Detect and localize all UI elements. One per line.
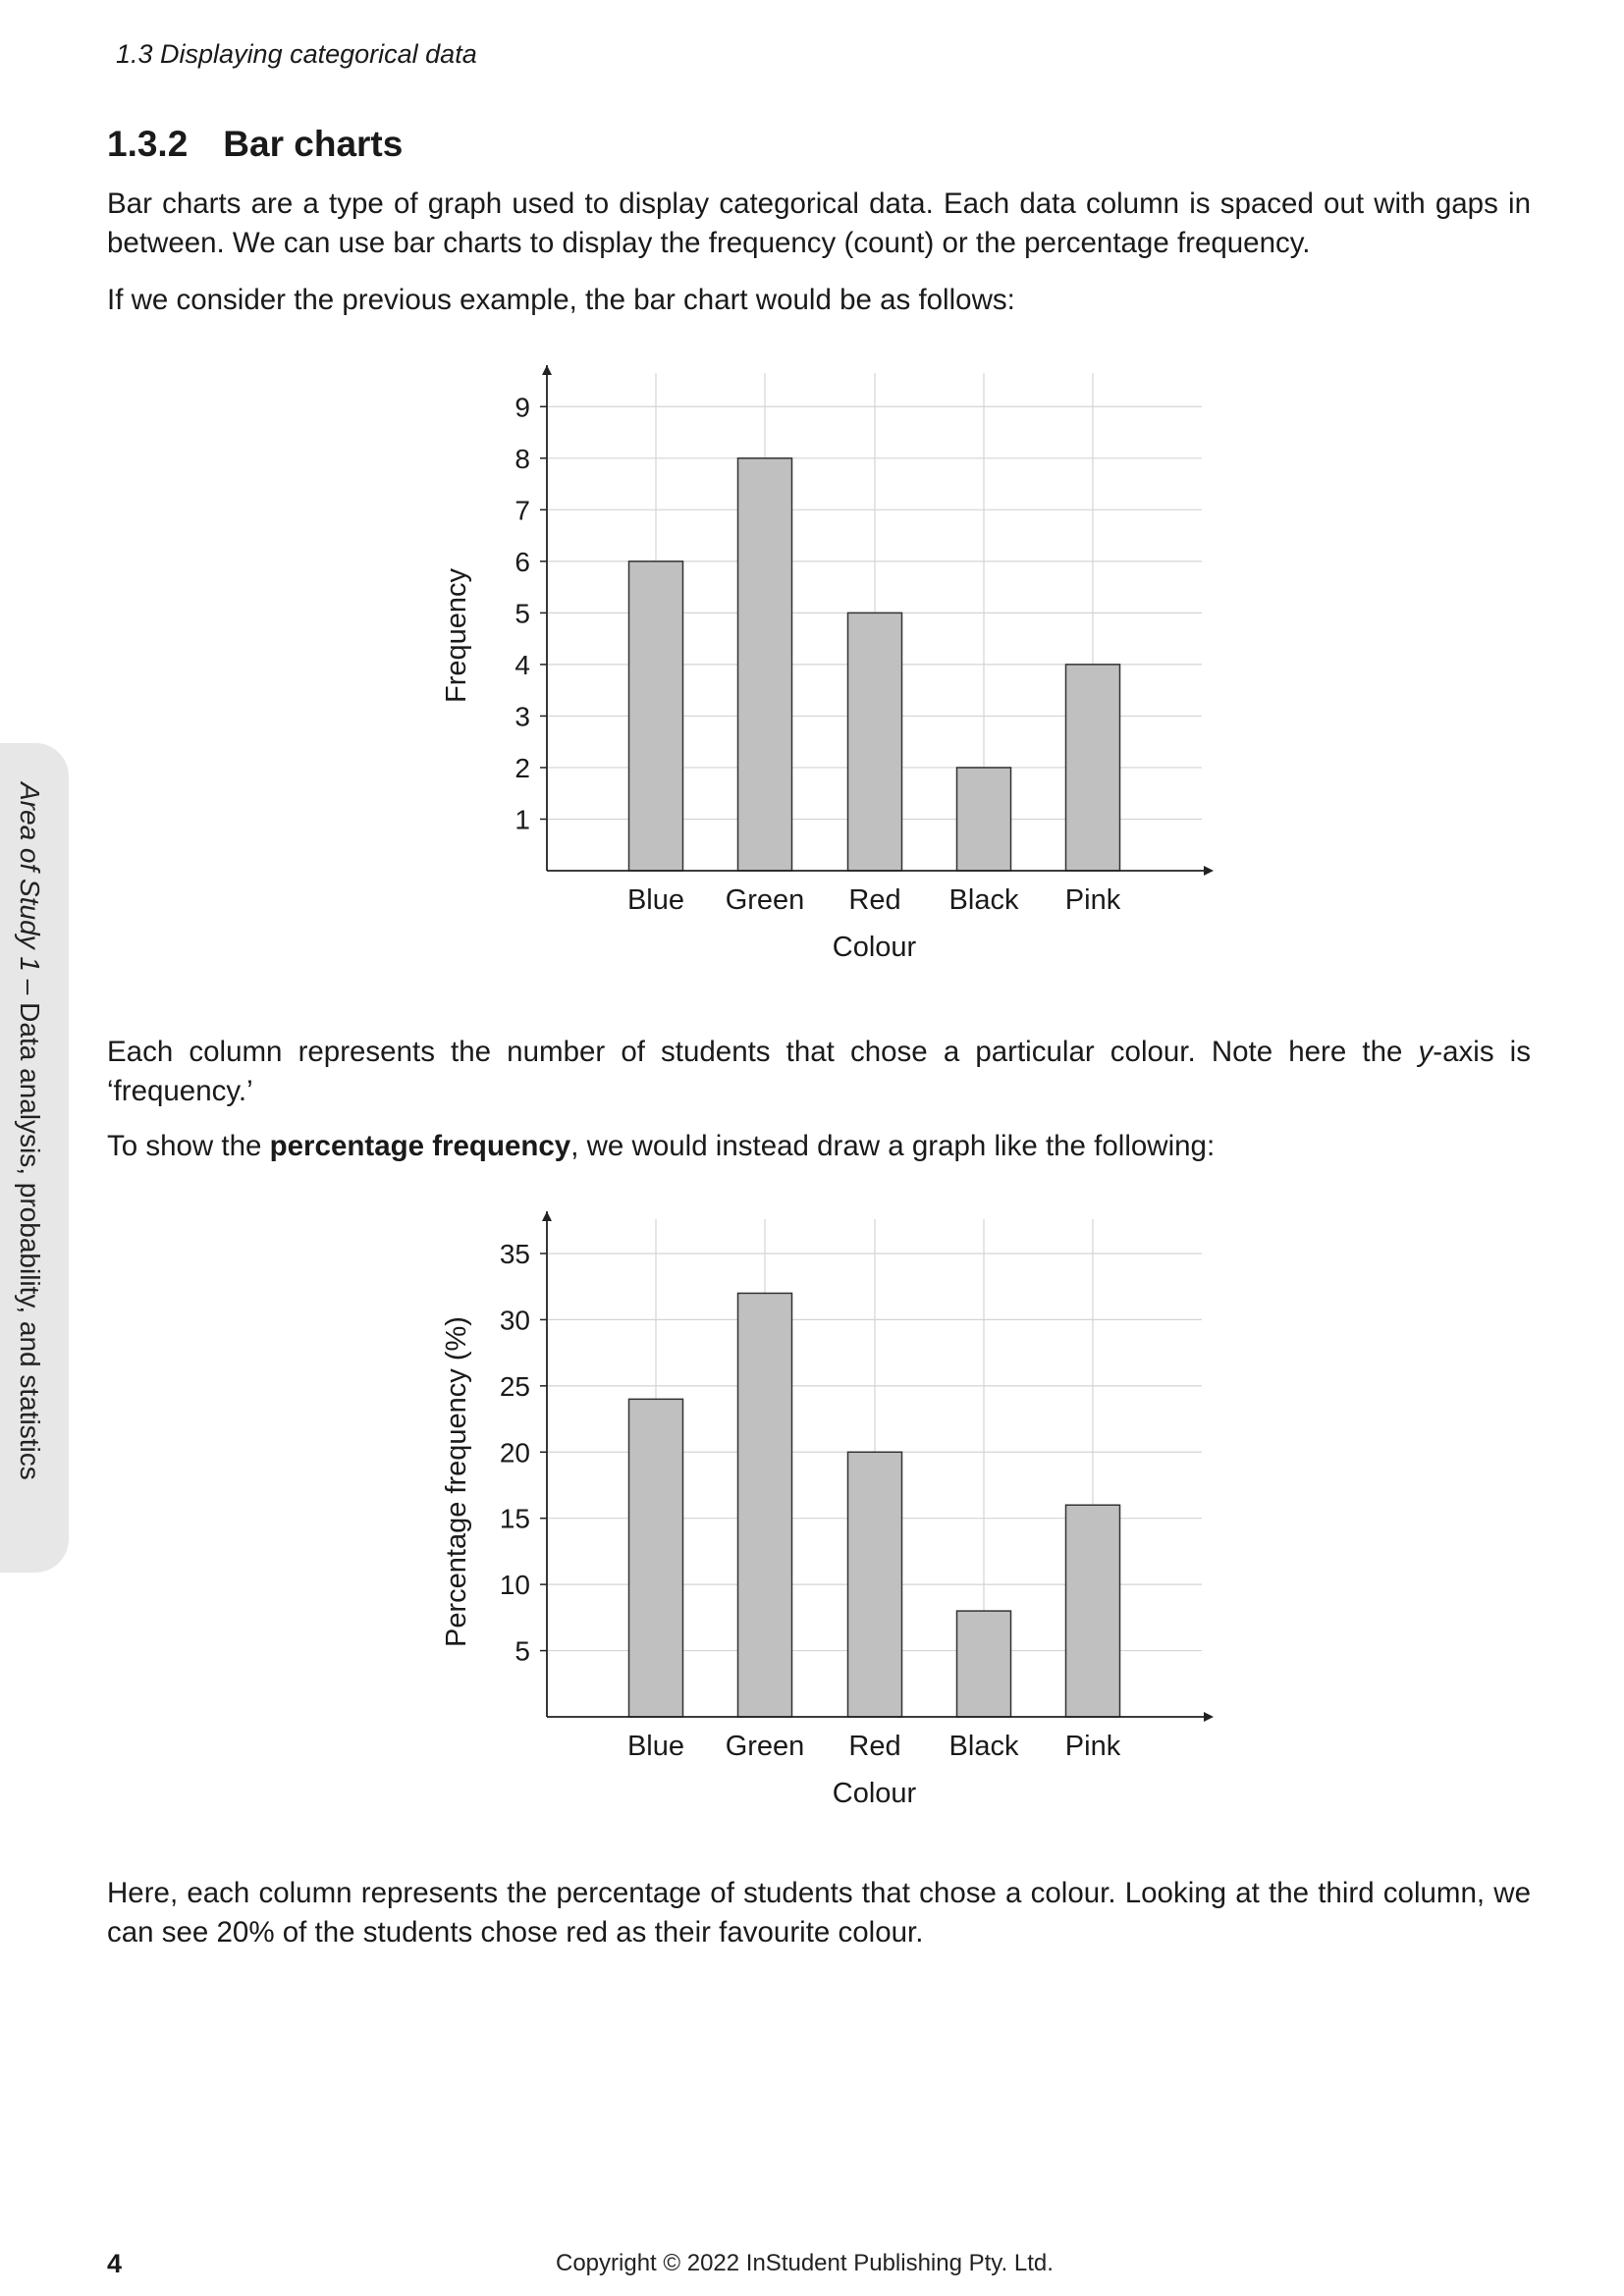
x-tick-label: Green <box>725 884 805 916</box>
p4-text-start: To show the <box>107 1130 270 1162</box>
x-axis-arrowhead <box>1204 1712 1214 1722</box>
page-number: 4 <box>107 2249 123 2278</box>
bar-blue <box>629 1399 683 1717</box>
y-tick-label: 10 <box>499 1570 530 1601</box>
p3-text-start: Each column represents the number of students that chose a particular colour. Note here the <box>107 1036 1419 1068</box>
y-axis-arrowhead <box>542 1211 552 1221</box>
y-tick-label: 15 <box>499 1503 530 1534</box>
example-lead-paragraph: If we consider the previous example, the bar chart would be as follows: <box>107 284 1015 316</box>
x-tick-label: Red <box>848 1731 901 1762</box>
x-axis-title: Colour <box>832 1778 917 1809</box>
bar-blue <box>629 561 683 871</box>
y-tick-label: 2 <box>514 752 530 783</box>
percentage-chart-svg <box>0 1200 1624 1828</box>
p4-bold-term: percentage frequency <box>269 1130 571 1162</box>
percentage-bar-chart <box>0 1200 1624 1828</box>
y-tick-label: 5 <box>514 1635 530 1667</box>
section-title: Bar charts <box>223 124 404 164</box>
section-heading <box>107 124 403 165</box>
x-tick-label: Red <box>848 884 901 916</box>
x-tick-label: Blue <box>626 884 685 916</box>
frequency-chart-svg <box>0 353 1624 982</box>
bar-black <box>957 1611 1011 1717</box>
x-axis-arrowhead <box>1204 866 1214 876</box>
y-axis-title: Percentage frequency (%) <box>441 1316 472 1647</box>
y-tick-label: 20 <box>499 1437 530 1468</box>
percentage-lead-paragraph <box>107 1127 1531 1166</box>
y-tick-label: 9 <box>514 392 530 423</box>
running-head: 1.3 Displaying categorical data <box>116 39 477 69</box>
x-tick-label: Blue <box>626 1731 685 1762</box>
bar-pink <box>1066 1505 1120 1717</box>
frequency-bar-chart <box>0 353 1624 982</box>
intro-paragraph: Bar charts are a type of graph used to display categorical data. Each data column is spaced out with gaps in between. We can use bar charts to display the frequency (count) or the percentage frequency. <box>107 187 1531 259</box>
x-tick-label: Pink <box>1064 1731 1121 1762</box>
y-tick-label: 1 <box>514 804 530 835</box>
bar-red <box>848 1452 902 1717</box>
bar-pink <box>1066 665 1120 871</box>
y-tick-label: 35 <box>499 1238 530 1269</box>
x-axis-title: Colour <box>832 932 917 963</box>
x-tick-label: Pink <box>1064 884 1121 916</box>
y-tick-label: 25 <box>499 1370 530 1402</box>
side-tab-label <box>14 782 45 1480</box>
closing-paragraph: Here, each column represents the percentage of students that chose a colour. Looking at the third column, we can see 20% of the students chose red as their favourite colour. <box>107 1877 1531 1949</box>
y-tick-label: 4 <box>514 649 530 680</box>
x-tick-label: Black <box>948 1731 1019 1762</box>
frequency-explanation-paragraph <box>107 1033 1531 1111</box>
x-tick-label: Green <box>725 1731 805 1762</box>
section-number: 1.3.2 <box>107 124 189 164</box>
y-tick-label: 8 <box>514 443 530 474</box>
y-tick-label: 5 <box>514 598 530 629</box>
y-tick-label: 6 <box>514 546 530 577</box>
bar-green <box>738 458 792 871</box>
copyright-notice: Copyright © 2022 InStudent Publishing Pty. Ltd. <box>556 2250 1054 2276</box>
y-tick-label: 30 <box>499 1305 530 1336</box>
bar-red <box>848 613 902 871</box>
x-tick-label: Black <box>948 884 1019 916</box>
y-axis-title: Frequency <box>441 567 472 704</box>
y-tick-label: 3 <box>514 701 530 732</box>
p3-text-end: -axis is ‘frequency.’ <box>107 1036 1531 1107</box>
y-tick-label: 7 <box>514 495 530 526</box>
p3-y-italic: y <box>1418 1036 1434 1068</box>
bar-black <box>957 768 1011 871</box>
p4-text-end: , we would instead draw a graph like the following: <box>570 1130 1216 1162</box>
side-tab-rest: – Data analysis, probability, and statistics <box>15 972 45 1480</box>
y-axis-arrowhead <box>542 365 552 375</box>
bar-green <box>738 1293 792 1717</box>
side-tab-area: Area of Study 1 <box>15 782 45 973</box>
